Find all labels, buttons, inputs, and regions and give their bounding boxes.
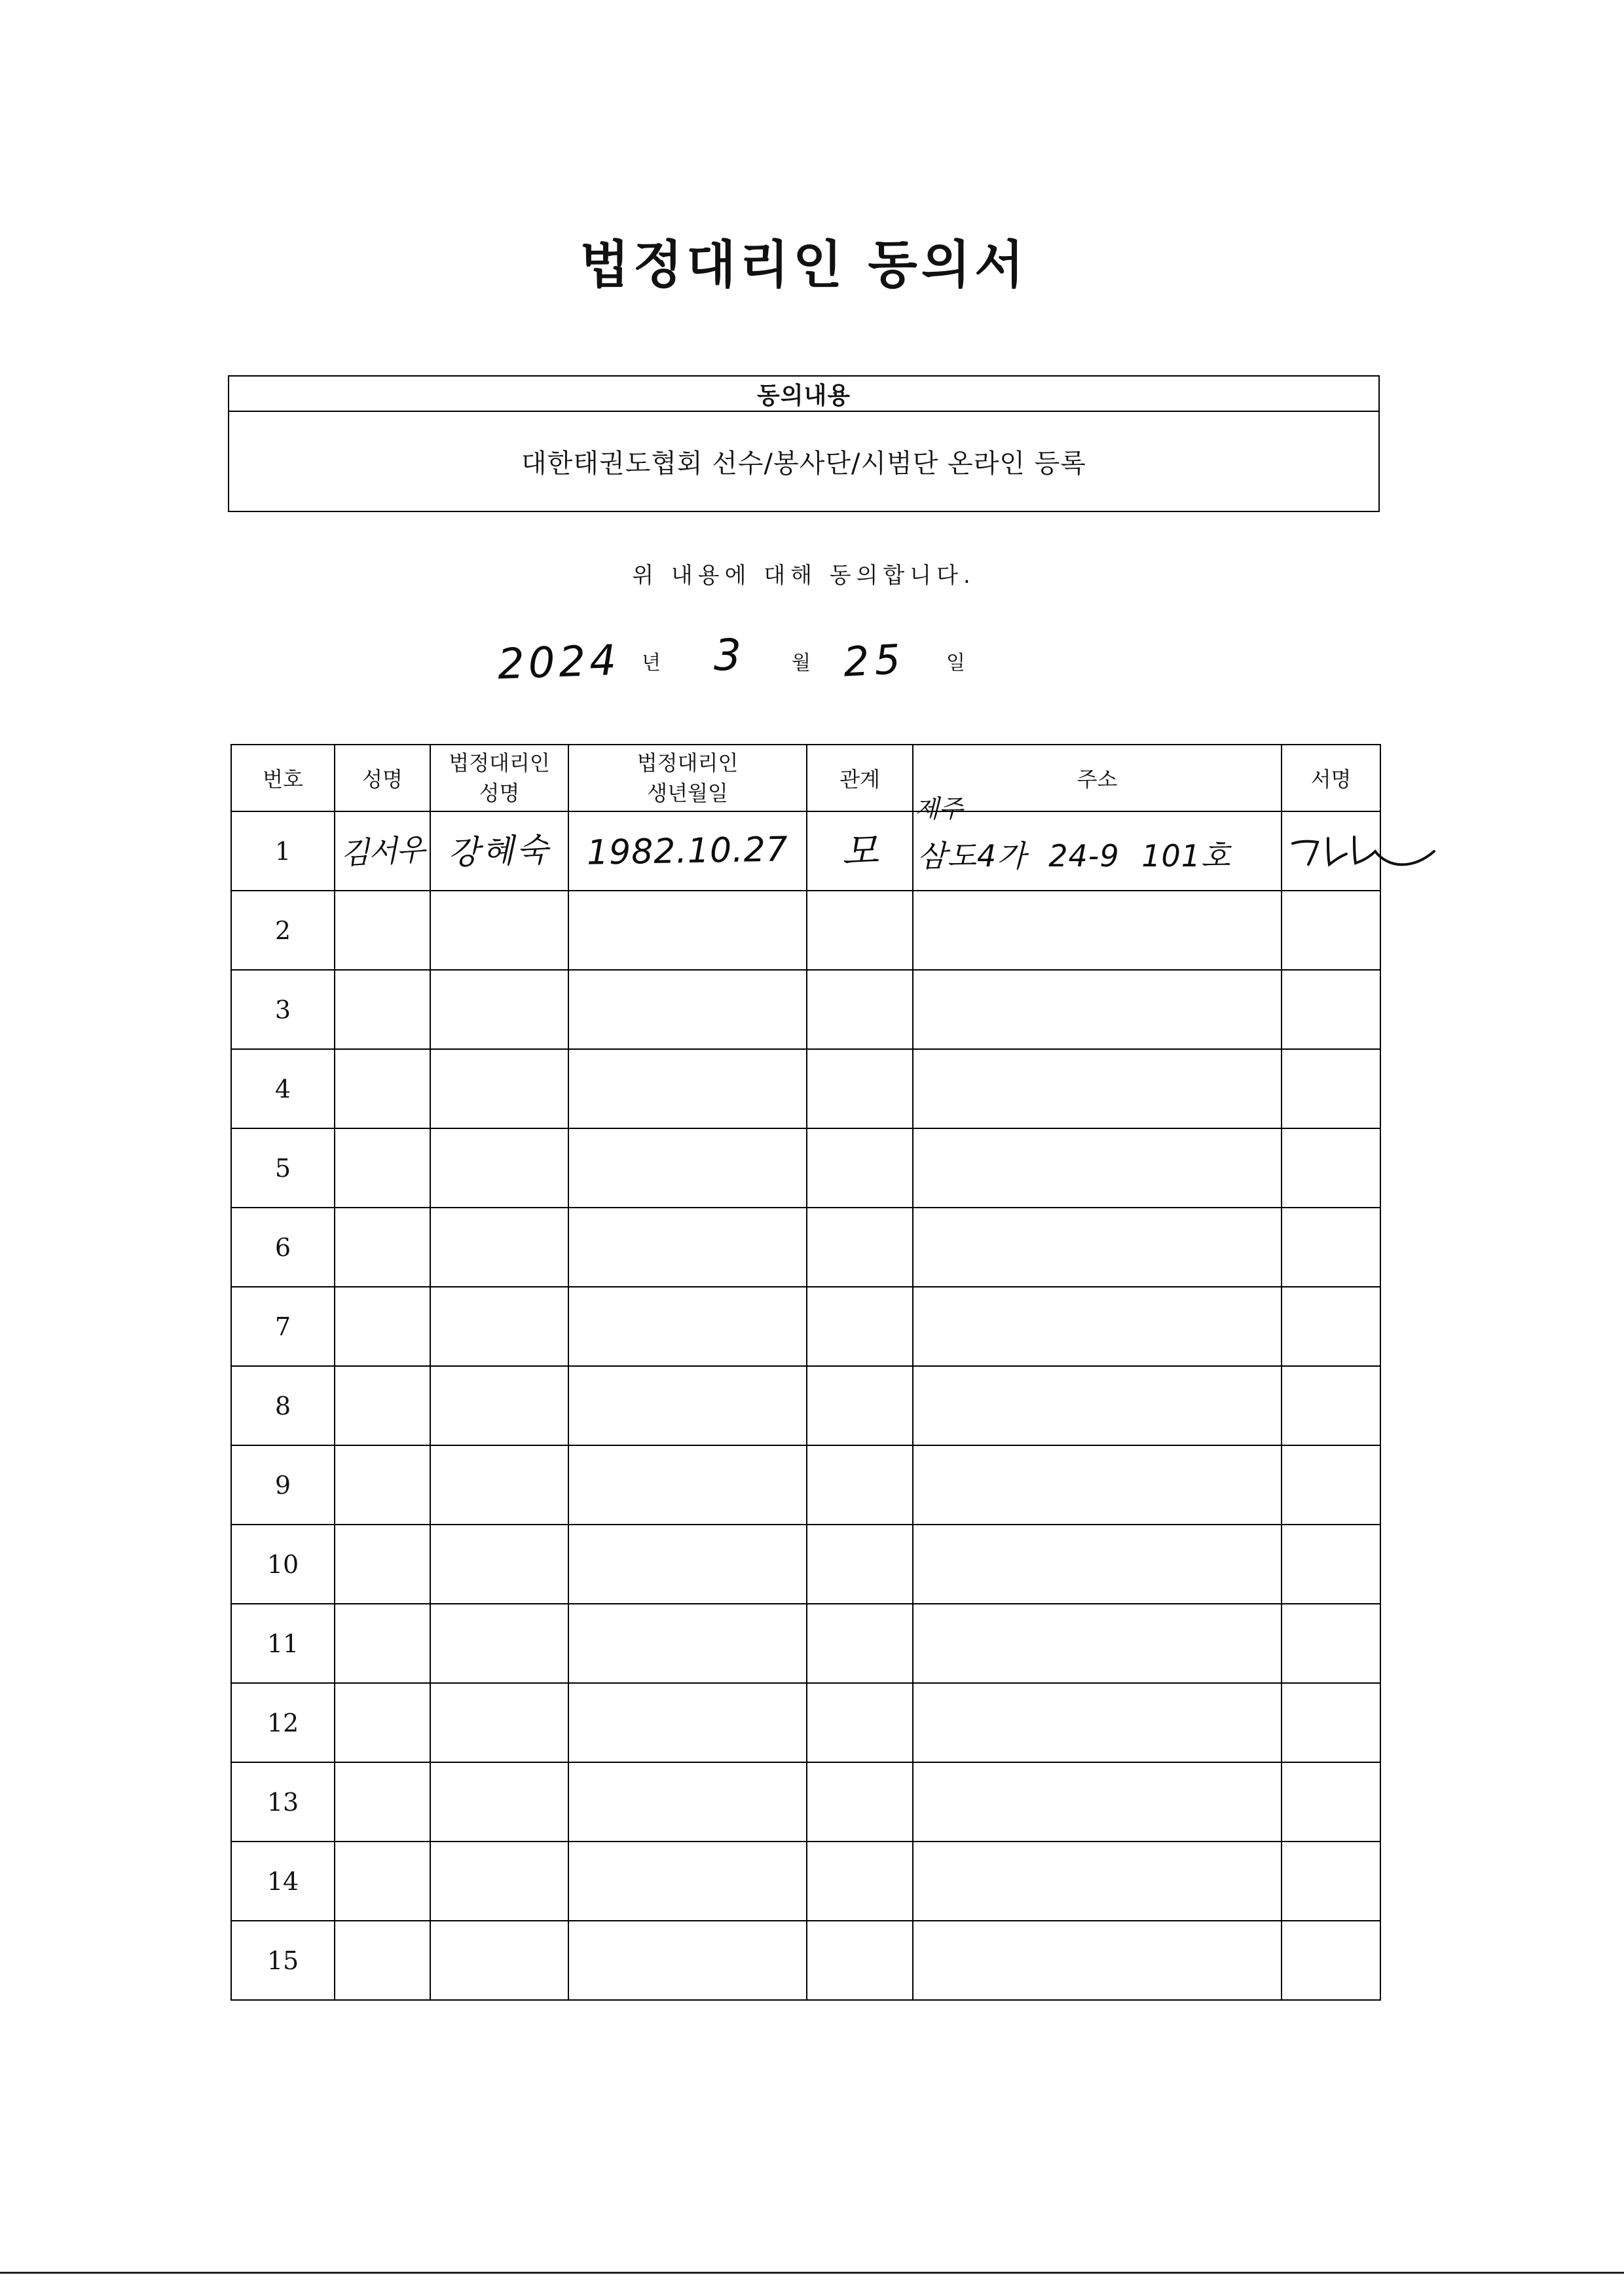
cell-name — [335, 1445, 430, 1525]
cell-relation — [807, 1208, 913, 1287]
cell-content — [335, 971, 430, 1048]
cell-content — [569, 891, 806, 969]
cell-content — [232, 1763, 334, 1841]
cell-content — [569, 1763, 806, 1841]
row-number: 8 — [274, 1391, 291, 1420]
cell-guardian-name — [430, 970, 568, 1049]
cell-guardian-name — [430, 1287, 568, 1366]
cell-no — [231, 1842, 335, 1921]
consent-box-content: 대한태권도협회 선수/봉사단/시범단 온라인 등록 — [521, 449, 1086, 479]
cell-relation — [807, 1604, 913, 1683]
cell-content — [913, 1050, 1281, 1128]
table-row — [231, 1445, 1380, 1525]
cell-content — [807, 891, 912, 969]
date-month: 3 — [714, 630, 741, 680]
cell-content — [232, 1050, 334, 1128]
cell-guardian-name — [430, 891, 568, 970]
table-row — [231, 1049, 1380, 1128]
cell-address — [913, 1208, 1282, 1287]
cell-content — [569, 1050, 806, 1128]
cell-relation — [807, 1366, 913, 1445]
cell-content — [569, 1446, 806, 1524]
cell-name — [335, 1525, 430, 1604]
cell-guardian-birthdate — [568, 1921, 807, 2000]
cell-no — [231, 811, 335, 891]
cell-content — [335, 1842, 430, 1920]
cell-signature — [1282, 1921, 1380, 2000]
cell-content — [232, 1208, 334, 1286]
cell-content — [569, 971, 806, 1048]
cell-content — [431, 1684, 568, 1762]
cell-content — [807, 1842, 912, 1920]
cell-content — [1282, 1287, 1380, 1365]
cell-content — [1282, 812, 1380, 890]
cell-content — [232, 971, 334, 1048]
cell-content — [807, 1446, 912, 1524]
cell-content — [431, 1842, 568, 1920]
cell-content — [335, 812, 430, 890]
row-number: 5 — [274, 1153, 291, 1183]
address-text: 삼도4가 24-9 101호 — [917, 838, 1231, 874]
guardian-birthdate-value: 1982.10.27 — [586, 829, 789, 873]
row-number: 3 — [274, 995, 291, 1024]
cell-content — [913, 1763, 1281, 1841]
cell-no — [231, 1921, 335, 2000]
cell-content — [807, 1684, 912, 1762]
cell-address — [913, 891, 1282, 970]
cell-signature — [1282, 1366, 1380, 1445]
header-guardian-name-line1: 법정대리인 — [449, 750, 550, 775]
cell-content — [569, 1367, 806, 1445]
relation-value: 모 — [840, 828, 879, 874]
row-number: 2 — [274, 916, 291, 945]
cell-content — [232, 1604, 334, 1682]
table-header-row — [231, 745, 1380, 811]
cell-no — [231, 891, 335, 970]
cell-guardian-birthdate — [568, 1445, 807, 1525]
header-relation — [807, 745, 913, 811]
row-number: 10 — [267, 1549, 299, 1579]
cell-guardian-name — [430, 1128, 568, 1208]
signature-stroke — [1293, 837, 1434, 864]
cell-signature — [1282, 1525, 1380, 1604]
cell-name — [335, 1128, 430, 1208]
cell-name — [335, 1287, 430, 1366]
cell-address — [913, 1604, 1282, 1683]
cell-no — [231, 1683, 335, 1762]
cell-name — [335, 1762, 430, 1842]
cell-guardian-birthdate — [568, 811, 807, 891]
row-number: 14 — [267, 1866, 299, 1896]
cell-content — [807, 1050, 912, 1128]
cell-content — [1282, 1525, 1380, 1603]
row-number: 6 — [274, 1232, 291, 1262]
cell-address — [913, 1921, 1282, 2000]
cell-content — [335, 1525, 430, 1603]
cell-relation — [807, 1842, 913, 1921]
header-guardian-name-line2: 성명 — [479, 781, 520, 805]
cell-address — [913, 970, 1282, 1049]
consent-content-box — [228, 375, 1380, 512]
cell-content — [913, 794, 1281, 890]
cell-address — [913, 1762, 1282, 1842]
cell-no — [231, 1445, 335, 1525]
cell-content — [431, 1525, 568, 1603]
table-row — [231, 1128, 1380, 1208]
cell-no — [231, 1128, 335, 1208]
cell-guardian-birthdate — [568, 1049, 807, 1128]
row-number: 7 — [274, 1312, 291, 1341]
cell-guardian-name — [430, 1683, 568, 1762]
header-guardian-name — [430, 745, 568, 811]
cell-address — [913, 1366, 1282, 1445]
cell-content — [1282, 971, 1380, 1048]
cell-guardian-name — [430, 1921, 568, 2000]
cell-relation — [807, 1128, 913, 1208]
table-row — [231, 1287, 1380, 1366]
document-title: 법정대리인 동의서 — [580, 236, 1028, 295]
cell-name — [335, 891, 430, 970]
cell-content — [807, 1525, 912, 1603]
cell-content — [335, 1684, 430, 1762]
cell-content — [431, 812, 568, 890]
cell-signature — [1282, 1128, 1380, 1208]
cell-address — [913, 1287, 1282, 1366]
cell-content — [335, 1446, 430, 1524]
cell-content — [1282, 1763, 1380, 1841]
header-address — [913, 745, 1282, 811]
cell-name — [335, 1921, 430, 2000]
cell-content — [913, 1684, 1281, 1762]
date-day-unit: 일 — [946, 652, 965, 675]
cell-address — [913, 1525, 1282, 1604]
row-number: 1 — [274, 836, 291, 866]
table-row — [231, 1525, 1380, 1604]
header-relation-label: 관계 — [840, 767, 880, 792]
cell-relation — [807, 1921, 913, 2000]
header-number — [231, 745, 335, 811]
guardian-name-value: 강혜숙 — [447, 830, 551, 872]
header-name — [335, 745, 430, 811]
cell-content — [431, 1050, 568, 1128]
cell-content — [913, 1208, 1281, 1286]
name-value: 김서우 — [340, 831, 425, 871]
cell-relation — [807, 1762, 913, 1842]
date-year-unit: 년 — [642, 652, 661, 675]
header-name-label: 성명 — [362, 767, 403, 792]
scan-edge-line — [0, 2272, 1624, 2274]
cell-content — [232, 1525, 334, 1603]
cell-content — [913, 1129, 1281, 1207]
row-number: 13 — [267, 1787, 299, 1817]
cell-relation — [807, 1525, 913, 1604]
cell-content — [335, 1287, 430, 1365]
cell-guardian-birthdate — [568, 1287, 807, 1366]
cell-content — [335, 891, 430, 969]
cell-content — [1282, 1921, 1380, 1999]
cell-content — [1282, 1604, 1380, 1682]
cell-relation — [807, 891, 913, 970]
cell-content — [232, 891, 334, 969]
cell-no — [231, 1366, 335, 1445]
cell-name — [335, 1366, 430, 1445]
cell-content — [913, 1525, 1281, 1603]
cell-content — [1282, 1842, 1380, 1920]
table-row — [231, 1842, 1380, 1921]
cell-content — [807, 1208, 912, 1286]
cell-content — [569, 1287, 806, 1365]
cell-content — [569, 812, 806, 890]
header-guardian-birthdate-line2: 생년월일 — [647, 781, 728, 805]
cell-no — [231, 970, 335, 1049]
cell-address — [913, 1683, 1282, 1762]
cell-content — [913, 1367, 1281, 1445]
cell-name — [335, 1604, 430, 1683]
cell-name — [335, 970, 430, 1049]
header-guardian-birthdate-line1: 법정대리인 — [637, 750, 739, 775]
cell-content — [807, 1287, 912, 1365]
cell-guardian-birthdate — [568, 1128, 807, 1208]
table-row — [231, 1683, 1380, 1762]
cell-content — [569, 1129, 806, 1207]
cell-content — [913, 1287, 1281, 1365]
cell-content — [569, 1525, 806, 1603]
cell-content — [431, 971, 568, 1048]
cell-content — [431, 1921, 568, 1999]
cell-guardian-name — [430, 1762, 568, 1842]
date-year: 2024 — [496, 636, 621, 690]
cell-signature — [1282, 1445, 1380, 1525]
cell-guardian-birthdate — [568, 1604, 807, 1683]
date-day: 25 — [842, 635, 907, 686]
header-guardian-birthdate — [568, 745, 807, 811]
cell-content — [431, 1604, 568, 1682]
table-body — [231, 794, 1380, 2000]
cell-content — [335, 1604, 430, 1682]
cell-content — [431, 891, 568, 969]
header-signature — [1282, 745, 1380, 811]
cell-content — [335, 1208, 430, 1286]
cell-signature — [1282, 1287, 1380, 1366]
cell-address — [913, 1842, 1282, 1921]
cell-content — [913, 1604, 1281, 1682]
cell-address — [913, 1128, 1282, 1208]
cell-address — [913, 1049, 1282, 1128]
cell-content — [807, 1129, 912, 1207]
cell-signature — [1282, 1604, 1380, 1683]
cell-content — [913, 891, 1281, 969]
table-row — [231, 1762, 1380, 1842]
cell-content — [431, 1367, 568, 1445]
cell-content — [232, 1367, 334, 1445]
consent-box-header: 동의내용 — [229, 377, 1378, 412]
cell-content — [232, 812, 334, 890]
cell-content — [1282, 1129, 1380, 1207]
cell-guardian-birthdate — [568, 1762, 807, 1842]
cell-signature — [1282, 970, 1380, 1049]
cell-content — [232, 1446, 334, 1524]
row-number: 9 — [274, 1470, 291, 1500]
table-row — [231, 970, 1380, 1049]
cell-content — [335, 1763, 430, 1841]
cell-no — [231, 1525, 335, 1604]
table-row — [231, 811, 1380, 891]
table-row — [231, 891, 1380, 970]
table-row — [231, 1366, 1380, 1445]
cell-guardian-name — [430, 1049, 568, 1128]
cell-relation — [807, 1049, 913, 1128]
cell-name — [335, 1049, 430, 1128]
cell-content — [232, 1921, 334, 1999]
row-number: 12 — [267, 1708, 299, 1737]
cell-no — [231, 1049, 335, 1128]
cell-signature — [1282, 811, 1380, 891]
cell-content — [232, 1842, 334, 1920]
cell-content — [807, 971, 912, 1048]
cell-content — [913, 1921, 1281, 1999]
cell-guardian-birthdate — [568, 1366, 807, 1445]
cell-content — [335, 1050, 430, 1128]
cell-no — [231, 1762, 335, 1842]
cell-content — [913, 971, 1281, 1048]
cell-no — [231, 1604, 335, 1683]
cell-content — [431, 1208, 568, 1286]
cell-content — [431, 1129, 568, 1207]
header-number-label: 번호 — [263, 767, 303, 792]
cell-content — [1282, 891, 1380, 969]
row-number: 4 — [274, 1074, 291, 1103]
cell-guardian-name — [430, 1842, 568, 1921]
cell-signature — [1282, 891, 1380, 970]
header-address-label: 주소 — [1077, 767, 1118, 792]
cell-guardian-name — [430, 811, 568, 891]
cell-content — [335, 1367, 430, 1445]
cell-signature — [1282, 1208, 1380, 1287]
cell-no — [231, 1287, 335, 1366]
cell-guardian-birthdate — [568, 1842, 807, 1921]
row-number: 15 — [267, 1946, 299, 1975]
cell-content — [913, 1842, 1281, 1920]
cell-guardian-birthdate — [568, 970, 807, 1049]
signature-mark — [1289, 826, 1439, 879]
cell-guardian-birthdate — [568, 1208, 807, 1287]
cell-content — [431, 1446, 568, 1524]
cell-signature — [1282, 1842, 1380, 1921]
cell-content — [569, 1921, 806, 1999]
cell-content — [431, 1763, 568, 1841]
cell-relation — [807, 1445, 913, 1525]
cell-guardian-birthdate — [568, 1525, 807, 1604]
cell-relation — [807, 970, 913, 1049]
cell-address — [913, 1445, 1282, 1525]
cell-content — [807, 1367, 912, 1445]
cell-name — [335, 1683, 430, 1762]
address-region: 제주 — [915, 794, 963, 823]
cell-content — [335, 1129, 430, 1207]
cell-content — [807, 1763, 912, 1841]
cell-guardian-name — [430, 1445, 568, 1525]
cell-content — [1282, 1208, 1380, 1286]
cell-guardian-birthdate — [568, 891, 807, 970]
table-row — [231, 1921, 1380, 2000]
cell-content — [1282, 1367, 1380, 1445]
agreement-statement: 위 내용에 대해 동의합니다. — [632, 563, 976, 589]
table-row — [231, 1604, 1380, 1683]
cell-guardian-name — [430, 1208, 568, 1287]
cell-signature — [1282, 1762, 1380, 1842]
cell-content — [569, 1842, 806, 1920]
cell-content — [431, 1287, 568, 1365]
cell-name — [335, 1842, 430, 1921]
header-signature-label: 서명 — [1310, 767, 1352, 792]
table-row — [231, 1208, 1380, 1287]
cell-relation — [807, 1287, 913, 1366]
cell-relation — [807, 811, 913, 891]
cell-no — [231, 1208, 335, 1287]
cell-content — [807, 1921, 912, 1999]
cell-relation — [807, 1683, 913, 1762]
cell-content — [232, 1684, 334, 1762]
cell-content — [569, 1604, 806, 1682]
cell-signature — [1282, 1683, 1380, 1762]
cell-guardian-birthdate — [568, 1683, 807, 1762]
cell-guardian-name — [430, 1604, 568, 1683]
cell-content — [807, 1604, 912, 1682]
cell-content — [807, 812, 912, 890]
cell-content — [913, 1446, 1281, 1524]
cell-name — [335, 1208, 430, 1287]
cell-content — [1282, 1050, 1380, 1128]
cell-content — [569, 1684, 806, 1762]
registration-table — [231, 744, 1381, 2001]
row-number: 11 — [267, 1629, 299, 1658]
cell-content — [569, 1208, 806, 1286]
cell-content — [232, 1129, 334, 1207]
cell-guardian-name — [430, 1366, 568, 1445]
cell-content — [1282, 1446, 1380, 1524]
cell-content — [335, 1921, 430, 1999]
cell-guardian-name — [430, 1525, 568, 1604]
date-month-unit: 월 — [792, 652, 811, 675]
cell-content — [232, 1287, 334, 1365]
cell-address — [913, 794, 1282, 891]
cell-name — [335, 811, 430, 891]
cell-content — [1282, 1684, 1380, 1762]
cell-signature — [1282, 1049, 1380, 1128]
